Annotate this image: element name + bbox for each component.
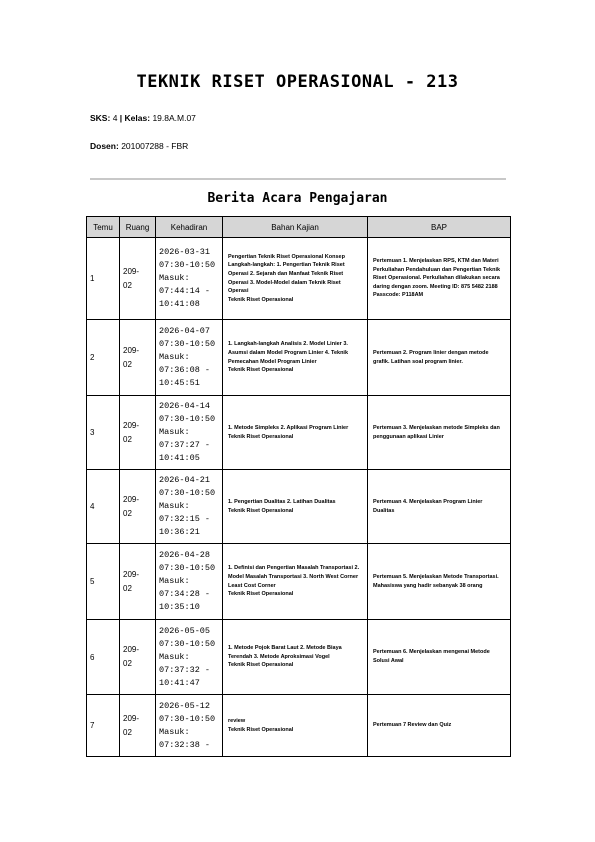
- bahan-kajian-text: 1. Metode Simpleks 2. Aplikasi Program Linier: [228, 424, 349, 431]
- bap-text: Pertemuan 4. Menjelaskan Program Linier Dualitas: [373, 498, 483, 514]
- table-row: [87, 320, 511, 396]
- bahan-kajian-text: 1. Pengertian Dualitas 2. Latihan Dualitas: [228, 498, 336, 505]
- table-row: [87, 396, 511, 470]
- cell-ruang: 209- 02: [120, 320, 156, 396]
- cell-ruang: 209- 02: [120, 396, 156, 470]
- bap-text: Pertemuan 7 Review dan Quiz: [373, 722, 452, 729]
- course-meta-line: [90, 113, 196, 123]
- bap-table: [86, 216, 511, 757]
- cell-temu: 5: [87, 544, 120, 620]
- bahan-kajian-course: Teknik Riset Operasional: [228, 367, 294, 374]
- dosen-value: 201007288 - FBR: [121, 141, 189, 151]
- cell-kehadiran: 2026-05-05 07:30-10:50 Masuk: 07:37:32 - 10:41:47: [156, 620, 223, 695]
- cell-temu: 7: [87, 695, 120, 757]
- cell-kehadiran: 2026-04-07 07:30-10:50 Masuk: 07:36:08 - 10:45:51: [156, 320, 223, 396]
- table-header-row: [87, 217, 511, 238]
- bap-text: Pertemuan 2. Program linier dengan metode grafik. Latihan soal program linier.: [373, 349, 489, 365]
- bap-text: Pertemuan 5. Menjelaskan Metode Transportasi. Mahasiswa yang hadir sebanyak 38 orang: [373, 573, 499, 589]
- cell-bap: [368, 470, 511, 544]
- bahan-kajian-text: 1. Definisi dan Pengertian Masalah Transportasi 2. Model Masalah Transportasi 3. North West Corner Least Cost Corner: [228, 565, 360, 589]
- cell-bahan-kajian: [223, 544, 368, 620]
- bap-text: Pertemuan 1. Menjelaskan RPS, KTM dan Materi Perkuliahan Pendahuluan dan Pengertian Teknik Riset Operasional. Perkuliahan dilakukan secara daring dengan zoom. Meeting ID: 875 5482 2188 Passcode: P118AM: [373, 258, 501, 299]
- column-header-bahan-kajian: Bahan Kajian: [223, 217, 368, 238]
- column-header-kehadiran: Kehadiran: [156, 217, 223, 238]
- bahan-kajian-course: Teknik Riset Operasional: [228, 296, 294, 303]
- document-title: TEKNIK RISET OPERASIONAL - 213: [136, 72, 459, 92]
- cell-bahan-kajian: [223, 238, 368, 320]
- cell-kehadiran: 2026-03-31 07:30-10:50 Masuk: 07:44:14 - 10:41:08: [156, 238, 223, 320]
- cell-bap: [368, 695, 511, 757]
- cell-bap: [368, 238, 511, 320]
- cell-temu: 2: [87, 320, 120, 396]
- cell-bap: [368, 320, 511, 396]
- bap-text: Pertemuan 3. Menjelaskan metode Simpleks dan penggunaan aplikasi Linier: [373, 424, 500, 440]
- header-divider: [90, 178, 506, 180]
- table-row: [87, 544, 511, 620]
- sks-value: 4: [112, 113, 118, 123]
- cell-bahan-kajian: [223, 320, 368, 396]
- cell-temu: 3: [87, 396, 120, 470]
- sks-label: SKS:: [90, 113, 111, 123]
- column-header-bap: BAP: [368, 217, 511, 238]
- lecturer-meta-line: [90, 141, 188, 151]
- cell-temu: 6: [87, 620, 120, 695]
- bahan-kajian-course: Teknik Riset Operasional: [228, 591, 294, 598]
- table-row: [87, 238, 511, 320]
- cell-bahan-kajian: [223, 396, 368, 470]
- cell-ruang: 209- 02: [120, 238, 156, 320]
- bap-text: Pertemuan 6. Menjelaskan mengenai Metode Solusi Awal: [373, 649, 490, 664]
- cell-ruang: 209- 02: [120, 620, 156, 695]
- cell-kehadiran: 2026-05-12 07:30-10:50 Masuk: 07:32:38 -: [156, 695, 223, 757]
- cell-bahan-kajian: [223, 470, 368, 544]
- bahan-kajian-text: 1. Langkah-langkah Analisis 2. Model Linier 3. Asumsi dalam Model Program Linier 4. Teknik Pemecahan Model Program Linier: [228, 341, 349, 365]
- cell-ruang: 209- 02: [120, 544, 156, 620]
- column-header-temu: Temu: [87, 217, 120, 238]
- cell-bahan-kajian: [223, 620, 368, 695]
- cell-temu: 1: [87, 238, 120, 320]
- section-title: Berita Acara Pengajaran: [207, 191, 388, 206]
- cell-kehadiran: 2026-04-21 07:30-10:50 Masuk: 07:32:15 - 10:36:21: [156, 470, 223, 544]
- bahan-kajian-course: Teknik Riset Operasional: [228, 726, 294, 733]
- bahan-kajian-text: review: [228, 717, 246, 724]
- cell-bahan-kajian: [223, 695, 368, 757]
- kelas-value: 19.8A.M.07: [152, 113, 196, 123]
- bahan-kajian-text: 1. Metode Pojok Barat Laut 2. Metode Biaya Terendah 3. Metode Aproksimasi Vogel: [228, 645, 342, 660]
- cell-kehadiran: 2026-04-14 07:30-10:50 Masuk: 07:37:27 - 10:41:05: [156, 396, 223, 470]
- table-row: [87, 620, 511, 695]
- dosen-label: Dosen:: [90, 141, 119, 151]
- cell-bap: [368, 544, 511, 620]
- column-header-ruang: Ruang: [120, 217, 156, 238]
- table-row: [87, 695, 511, 757]
- kelas-label: | Kelas:: [119, 113, 151, 123]
- cell-temu: 4: [87, 470, 120, 544]
- bahan-kajian-course: Teknik Riset Operasional: [228, 433, 294, 440]
- bahan-kajian-text: Pengertian Teknik Riset Operasional Konsep Langkah-langkah: 1. Pengertian Teknik Riset Operasi 2. Sejarah dan Manfaat Teknik Riset Operasi 3. Model-Model dalam Teknik Riset Operasi: [228, 253, 345, 295]
- bahan-kajian-course: Teknik Riset Operasional: [228, 507, 294, 514]
- cell-ruang: 209- 02: [120, 695, 156, 757]
- cell-ruang: 209- 02: [120, 470, 156, 544]
- cell-bap: [368, 620, 511, 695]
- cell-bap: [368, 396, 511, 470]
- table-row: [87, 470, 511, 544]
- cell-kehadiran: 2026-04-28 07:30-10:50 Masuk: 07:34:28 - 10:35:10: [156, 544, 223, 620]
- bahan-kajian-course: Teknik Riset Operasional: [228, 662, 294, 669]
